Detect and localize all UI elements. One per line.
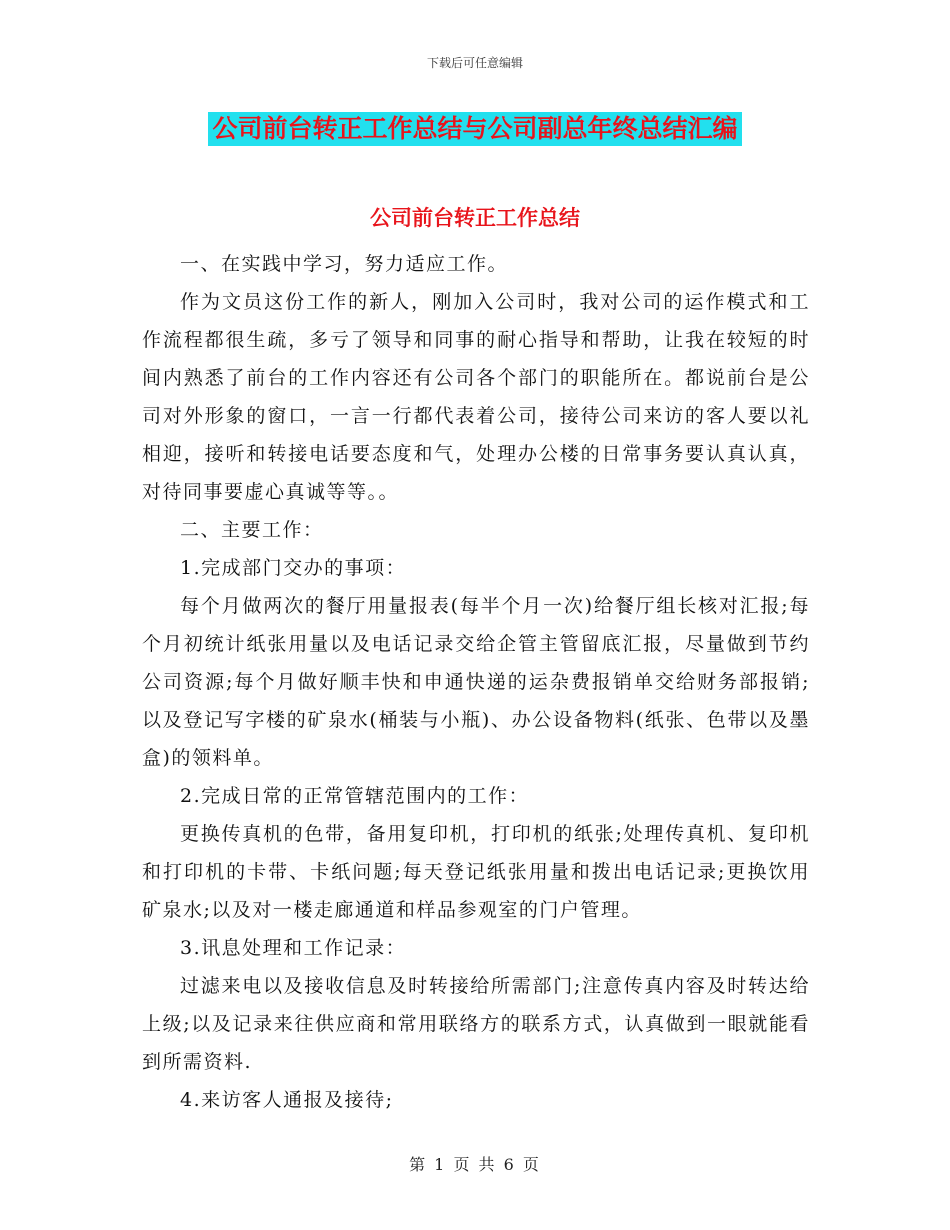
item-heading-4: 4.来访客人通报及接待; [180, 1089, 394, 1111]
item-heading-2: 2.完成日常的正常管辖范围内的工作： [180, 785, 530, 807]
header-note: 下载后可任意编辑 [426, 56, 523, 70]
main-title: 公司前台转正工作总结与公司副总年终总结汇编 [208, 112, 741, 146]
heading-main-work: 二、主要工作： [180, 519, 324, 541]
paragraph-intro: 作为文员这份工作的新人，刚加入公司时，我对公司的运作模式和工作流程都很生疏，多亏了领导和同事的耐心指导和帮助，让我在较短的时间内熟悉了前台的工作内容还有公司各个部门的职能所在。都说前台是公司对外形象的窗口，一言一行都代表着公司，接待公司来访的客人要以礼相迎，接听和转接电话要态度和气，处理办公楼的日常事务要认真认真，对待同事要虚心真诚等等。。 [142, 291, 810, 503]
item-body-3: 过滤来电以及接收信息及时转接给所需部门;注意传真内容及时转达给上级;以及记录来往供应商和常用联络方的联系方式，认真做到一眼就能看到所需资料. [142, 975, 810, 1073]
item-heading-3: 3.讯息处理和工作记录： [180, 937, 407, 959]
item-body-2: 更换传真机的色带，备用复印机，打印机的纸张;处理传真机、复印机和打印机的卡带、卡纸问题;每天登记纸张用量和拨出电话记录;更换饮用矿泉水;以及对一楼走廊通道和样品参观室的门户管理。 [142, 823, 810, 921]
item-heading-1: 1.完成部门交办的事项： [180, 557, 407, 579]
document-body [142, 245, 810, 1119]
heading-practice-learning: 一、在实践中学习，努力适应工作。 [180, 253, 509, 275]
item-body-1: 每个月做两次的餐厅用量报表(每半个月一次)给餐厅组长核对汇报;每个月初统计纸张用量以及电话记录交给企管主管留底汇报，尽量做到节约公司资源;每个月做好顺丰快和申通快递的运杂费报销单交给财务部报销;以及登记写字楼的矿泉水(桶装与小瓶)、办公设备物料(纸张、色带以及墨盒)的领料单。 [142, 595, 810, 769]
main-title-container [0, 112, 950, 146]
page-footer: 第 1 页 共 6 页 [409, 1155, 541, 1174]
section-title: 公司前台转正工作总结 [370, 206, 580, 230]
